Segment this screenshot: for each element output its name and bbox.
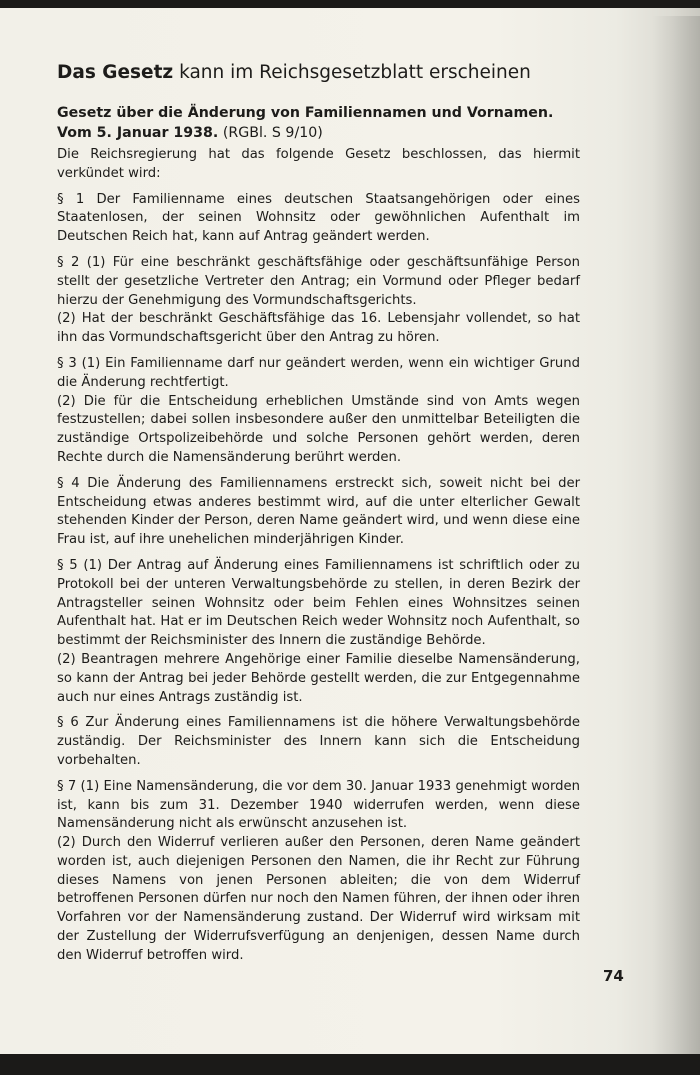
paragraph-5: § 5 (1) Der Antrag auf Änderung eines Familiennamens ist schriftlich oder zu Protokoll bei der unteren Verwaltungsbehörde zu stellen, in deren Bezirk der Antragsteller seinen Wohnsitz oder beim Fehlen eines Wohnsitzes seinen Aufenthalt hat. Hat er im Deutschen Reich weder Wohnsitz noch Aufenthalt, so bestimmt der Reichsminister des Innern die zuständige Behörde. (2) Beantragen mehrere Angehörige einer Familie dieselbe Namensänderung, so kann der Antrag bei jeder Behörde gestellt werden, die zur Entgegennahme auch nur eines Antrags zuständig ist. [57,557,580,705]
page-content [57,60,580,973]
law-title [57,103,580,143]
scan-top-edge [0,0,700,8]
law-title-line2 [57,123,580,143]
paragraph-3: § 3 (1) Ein Familienname darf nur geändert werden, wenn ein wichtiger Grund die Änderung rechtfertigt. (2) Die für die Entscheidung erheblichen Umstände sind von Amts wegen festzustellen; dabei sollen insbesondere außer den unmittelbar Beteiligten die zuständige Ortspolizeibehörde und solche Personen gehört werden, deren Rechte durch die Namensänderung berührt werden. [57,355,580,465]
page-shadow [652,16,700,1060]
scan-bottom-edge [0,1054,700,1075]
paragraph-7: § 7 (1) Eine Namensänderung, die vor dem 30. Januar 1933 genehmigt worden ist, kann bis zum 31. Dezember 1940 widerrufen werden, wenn diese Namensänderung nicht als erwünscht anzusehen ist. (2) Durch den Widerruf verlieren außer den Personen, deren Name geändert worden ist, auch diejenigen Personen den Namen, die ihr Recht zur Führung dieses Namens von jenen Personen ableiten; die von dem Widerruf betroffenen Personen dürfen nur noch den Namen führen, der ihnen oder ihren Vorfahren vor der Namensänderung zustand. Der Widerruf wird wirksam mit der Zustellung der Widerrufsverfügung an denjenigen, dessen Name durch den Widerruf betroffen wird. [57,778,580,963]
law-title-line1: Gesetz über die Änderung von Familiennamen und Vornamen. [57,105,554,121]
law-date: Vom 5. Januar 1938. [57,125,219,141]
paragraph-6: § 6 Zur Änderung eines Familiennamens ist die höhere Verwaltungsbehörde zuständig. Der Reichsminister des Innern kann sich die Entscheidung vorbehalten. [57,715,580,768]
paragraph-4: § 4 Die Änderung des Familiennamens erstreckt sich, soweit nicht bei der Entscheidung etwas anderes bestimmt wird, auf die unter elterlicher Gewalt stehenden Kinder der Person, deren Name geändert wird, und wenn diese eine Frau ist, auf ihre unehelichen minderjährigen Kinder. [57,475,580,548]
page-number: 74 [603,967,624,985]
page-heading [57,60,580,86]
paragraph-2: § 2 (1) Für eine beschränkt geschäftsfähige oder geschäftsunfähige Person stellt der gesetzliche Vertreter den Antrag; ein Vormund oder Pfleger bedarf hierzu der Genehmigung des Vormundschaftsgerichts. (2) Hat der beschränkt Geschäftsfähige das 16. Lebensjahr vollendet, so hat ihn das Vormundschaftsgericht über den Antrag zu hören. [57,254,580,346]
paragraph-1: § 1 Der Familienname eines deutschen Staatsangehörigen oder eines Staatenlosen, der seinen Wohnsitz oder gewöhnlichen Aufenthalt im Deutschen Reich hat, kann auf Antrag geändert werden. [57,191,580,245]
law-reference: (RGBl. S 9/10) [218,125,323,141]
document-page [0,8,700,1060]
intro-paragraph: Die Reichsregierung hat das folgende Gesetz beschlossen, das hiermit verkündet wird: [57,147,580,181]
heading-bold: Das Gesetz [57,62,174,83]
heading-rest: kann im Reichsgesetzblatt erscheinen [173,62,531,83]
